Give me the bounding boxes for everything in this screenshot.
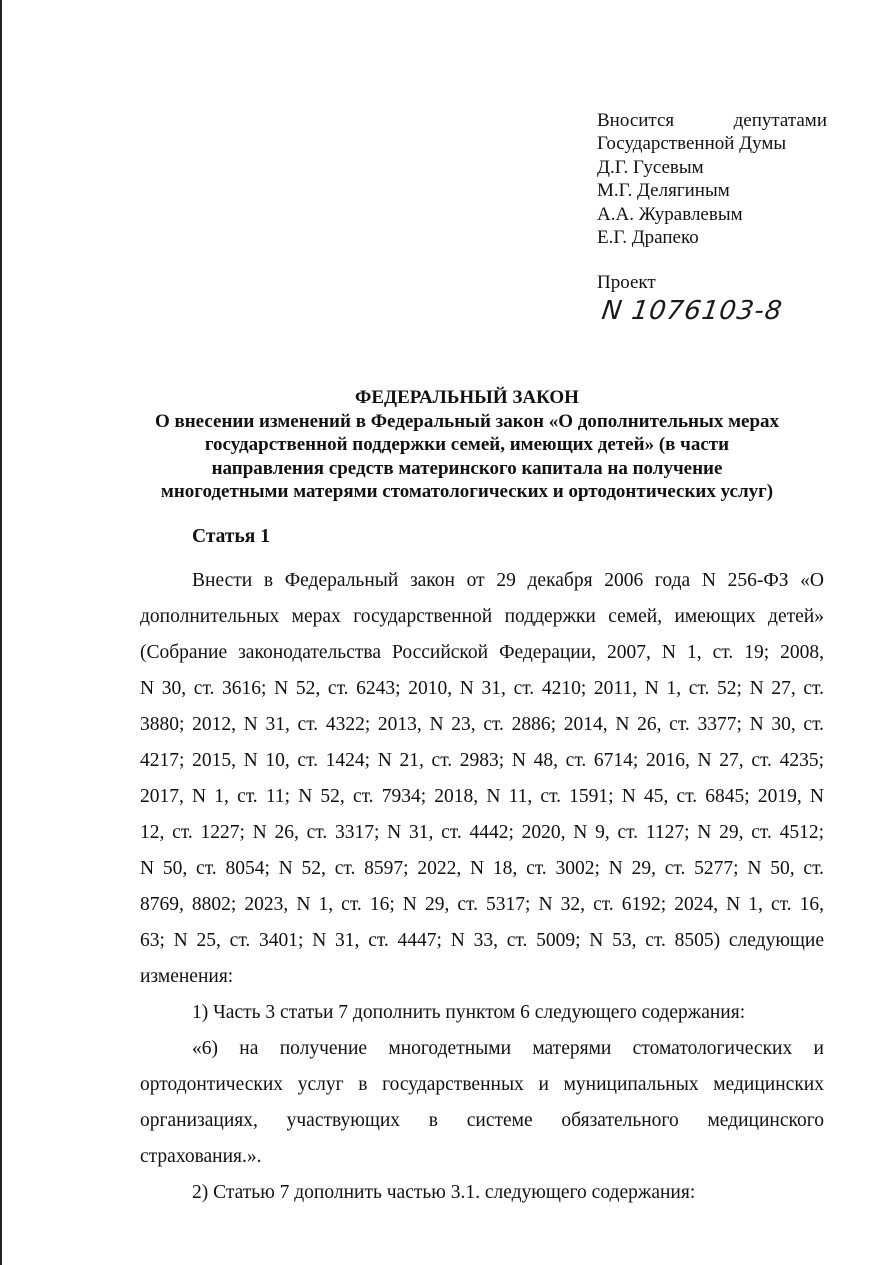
submitter-name: Е.Г. Драпеко <box>597 227 699 249</box>
body-line: N 50, ст. 8054; N 52, ст. 8597; 2022, N 18, ст. 3002; N 29, ст. 5277; N 50, ст. <box>140 858 824 879</box>
submitter-name: М.Г. Делягиным <box>597 180 730 202</box>
deputies-word: депутатами <box>733 110 827 131</box>
amendment-quote-line: страхования.». <box>140 1146 262 1167</box>
article-title: Статья 1 <box>192 526 270 547</box>
body-line: 63; N 25, ст. 3401; N 31, ст. 4447; N 33, ст. 5009; N 53, ст. 8505) следующие <box>140 930 824 951</box>
submitted-word: Вносится <box>597 110 675 131</box>
amendment-quote-line: «6) на получение многодетными матерями стоматологических и <box>192 1038 824 1059</box>
law-header <box>102 386 832 504</box>
body-line: 4217; 2015, N 10, ст. 1424; N 21, ст. 2983; N 48, ст. 6714; 2016, N 27, ст. 4235; <box>140 750 824 771</box>
law-subtitle-line: направления средств материнского капитала на получение <box>211 457 723 479</box>
amendment-quote-line: ортодонтических услуг в государственных и муниципальных медицинских <box>140 1074 824 1095</box>
document-page <box>2 0 889 1265</box>
amendment-item-1: 1) Часть 3 статьи 7 дополнить пунктом 6 следующего содержания: <box>192 1002 746 1023</box>
body-line: 2017, N 1, ст. 11; N 52, ст. 7934; 2018, N 11, ст. 1591; N 45, ст. 6845; 2019, N <box>140 786 824 807</box>
body-line: (Собрание законодательства Российской Федерации, 2007, N 1, ст. 19; 2008, <box>140 642 824 663</box>
law-subtitle-line: государственной поддержки семей, имеющих детей» (в части <box>204 434 730 455</box>
body-line: Внести в Федеральный закон от 29 декабря 2006 года N 256-ФЗ «О <box>192 570 824 591</box>
amendment-quote-line: организациях, участвующих в системе обязательного медицинского <box>140 1110 824 1131</box>
project-label: Проект <box>597 272 656 293</box>
law-subtitle-line: О внесении изменений в Федеральный закон «О дополнительных мерах <box>154 410 780 432</box>
submitter-name: А.А. Журавлевым <box>597 203 743 225</box>
project-number-handwritten: N 1076103-8 <box>599 296 785 326</box>
law-subtitle-line: многодетными матерями стоматологических и ортодонтических услуг) <box>160 481 774 502</box>
amendment-item-2: 2) Статью 7 дополнить частью 3.1. следующего содержания: <box>192 1182 696 1203</box>
body-line: дополнительных мерах государственной поддержки семей, имеющих детей» <box>140 606 824 627</box>
body-line: изменения: <box>140 966 234 987</box>
article-body <box>140 563 824 1211</box>
submitters-intro <box>597 109 827 132</box>
submitters-block <box>597 109 827 249</box>
body-line: 8769, 8802; 2023, N 1, ст. 16; N 29, ст. 5317; N 32, ст. 6192; 2024, N 1, ст. 16, <box>140 894 824 915</box>
law-title: ФЕДЕРАЛЬНЫЙ ЗАКОН <box>355 387 579 408</box>
body-line: N 30, ст. 3616; N 52, ст. 6243; 2010, N 31, ст. 4210; 2011, N 1, ст. 52; N 27, ст. <box>140 678 824 699</box>
submitter-name: Д.Г. Гусевым <box>597 156 704 178</box>
submitters-body: Государственной Думы <box>597 133 787 155</box>
body-line: 3880; 2012, N 31, ст. 4322; 2013, N 23, ст. 2886; 2014, N 26, ст. 3377; N 30, ст. <box>140 714 824 735</box>
body-line: 12, ст. 1227; N 26, ст. 3317; N 31, ст. 4442; 2020, N 9, ст. 1127; N 29, ст. 4512; <box>140 822 824 843</box>
